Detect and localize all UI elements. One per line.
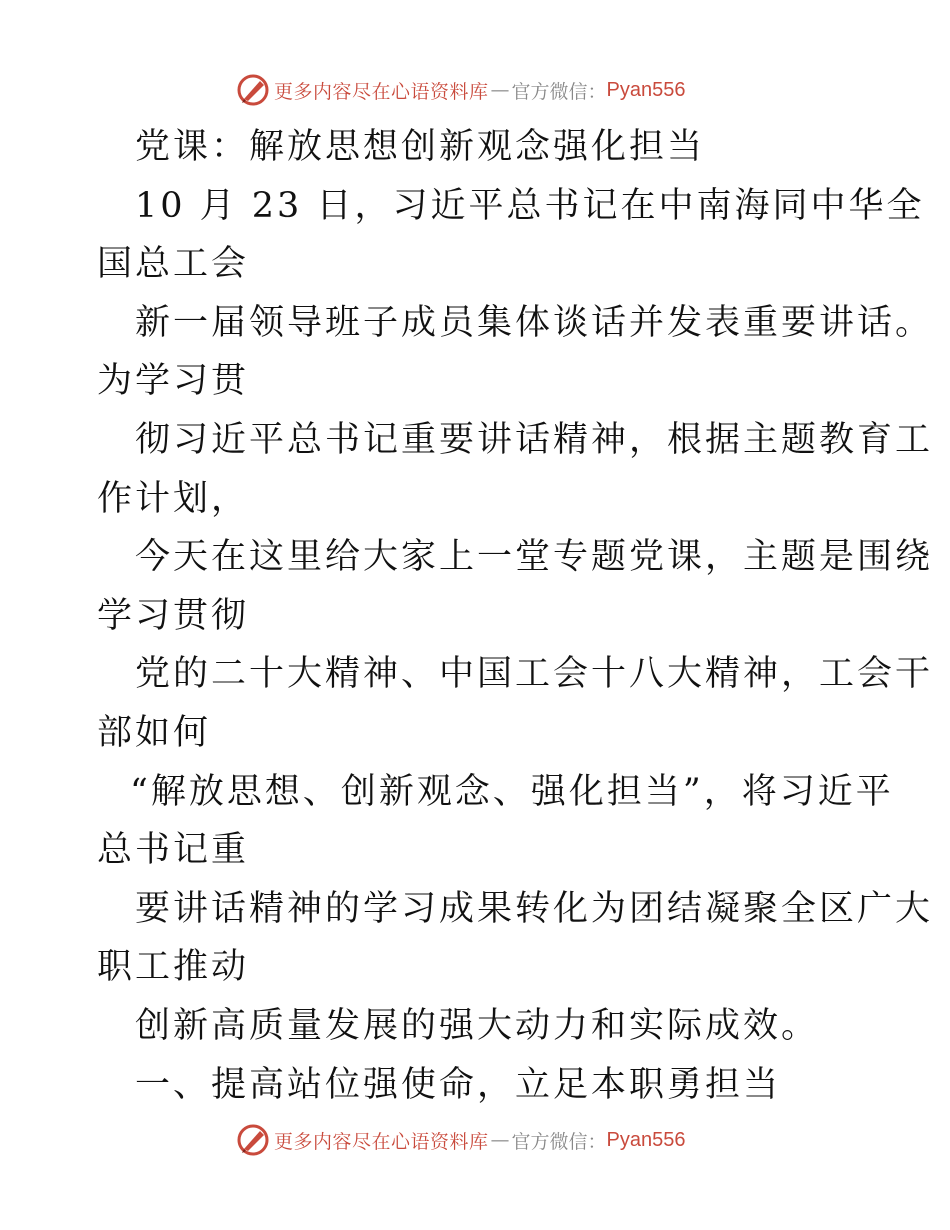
paragraph-line: 党的二十大精神、中国工会十八大精神，工会干 xyxy=(135,654,934,695)
paragraph-line: 10 月 23 日，习近平总书记在中南海同中华全 xyxy=(135,185,925,226)
paragraph-line: 总书记重 xyxy=(97,830,250,871)
document-body xyxy=(97,118,934,1114)
watermark-header xyxy=(236,72,686,108)
watermark-footer xyxy=(236,1122,686,1158)
paragraph-line: 学习贯彻 xyxy=(97,595,250,636)
paragraph-line: 为学习贯 xyxy=(97,361,250,402)
paragraph-line: 新一届领导班子成员集体谈话并发表重要讲话。 xyxy=(135,302,934,343)
paragraph-line: 部如何 xyxy=(97,712,212,753)
pen-logo-icon xyxy=(236,73,270,107)
paragraph-line: 要讲话精神的学习成果转化为团结凝聚全区广大 xyxy=(135,888,934,929)
watermark-account: Pyan556 xyxy=(606,1128,686,1151)
paragraph-line: 国总工会 xyxy=(97,244,250,285)
watermark-account: Pyan556 xyxy=(606,78,686,101)
section-heading: 一、提高站位强使命，立足本职勇担当 xyxy=(135,1064,782,1105)
paragraph-line: 作计划， xyxy=(97,478,250,519)
paragraph-line: “解放思想、创新观念、强化担当”，将习近平 xyxy=(130,771,894,812)
paragraph-line: 彻习近平总书记重要讲话精神，根据主题教育工 xyxy=(135,419,934,460)
paragraph-line: 今天在这里给大家上一堂专题党课，主题是围绕 xyxy=(135,537,934,578)
paragraph-line: 职工推动 xyxy=(97,947,250,988)
watermark-dash: — xyxy=(490,79,510,101)
document-title: 党课：解放思想创新观念强化担当 xyxy=(135,127,706,167)
watermark-brand: 更多内容尽在心语资料库 xyxy=(274,80,489,103)
watermark-label: 官方微信： xyxy=(511,80,607,103)
watermark-label: 官方微信： xyxy=(511,1130,607,1153)
watermark-brand: 更多内容尽在心语资料库 xyxy=(274,1130,489,1153)
paragraph-line: 创新高质量发展的强大动力和实际成效。 xyxy=(135,1005,820,1046)
pen-logo-icon xyxy=(236,1123,270,1157)
watermark-dash: — xyxy=(490,1129,510,1151)
